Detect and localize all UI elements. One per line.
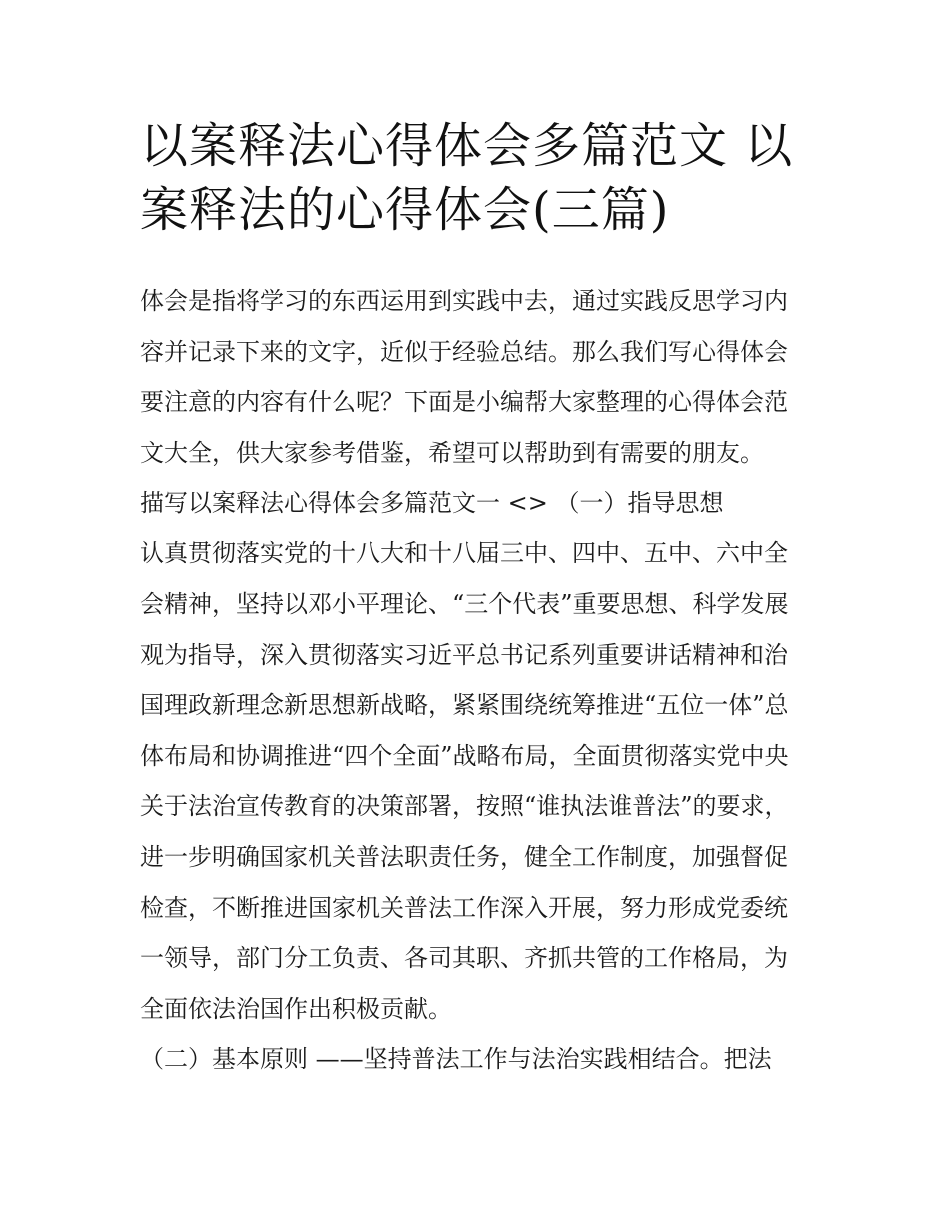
title-line: 以案释法心得体会多篇范文 以 xyxy=(140,118,794,174)
title-line: 案释法的心得体会(三篇) xyxy=(140,182,670,238)
body-line: 关于法治宣传教育的决策部署，按照“谁执法谁普法”的要求， xyxy=(140,792,789,820)
principle-line: （二）基本原则 ——坚持普法工作与法治实践相结合。把法 xyxy=(140,1045,772,1073)
intro-line: 体会是指将学习的东西运用到实践中去，通过实践反思学习内 xyxy=(140,287,788,315)
intro-line: 容并记录下来的文字，近似于经验总结。那么我们写心得体会 xyxy=(140,338,788,366)
section-heading: 描写以案释法心得体会多篇范文一 <> （一）指导思想 xyxy=(140,489,724,517)
document-title xyxy=(140,114,812,242)
intro-line: 文大全，供大家参考借鉴，希望可以帮助到有需要的朋友。 xyxy=(140,439,764,467)
body-line: 一领导，部门分工负责、各司其职、齐抓共管的工作格局，为 xyxy=(140,944,788,972)
body-line: 会精神，坚持以邓小平理论、“三个代表”重要思想、科学发展 xyxy=(140,590,789,618)
body-line: 观为指导，深入贯彻落实习近平总书记系列重要讲话精神和治 xyxy=(140,641,788,669)
intro-line: 要注意的内容有什么呢？下面是小编帮大家整理的心得体会范 xyxy=(140,388,788,416)
body-line: 认真贯彻落实党的十八大和十八届三中、四中、五中、六中全 xyxy=(140,539,788,567)
body-line: 检查，不断推进国家机关普法工作深入开展，努力形成党委统 xyxy=(140,894,788,922)
body-line: 体布局和协调推进“四个全面”战略布局，全面贯彻落实党中央 xyxy=(140,742,789,770)
body-line: 国理政新理念新思想新战略，紧紧围绕统筹推进“五位一体”总 xyxy=(140,691,789,719)
body-line: 进一步明确国家机关普法职责任务，健全工作制度，加强督促 xyxy=(140,843,788,871)
body-line: 全面依法治国作出积极贡献。 xyxy=(140,995,452,1023)
